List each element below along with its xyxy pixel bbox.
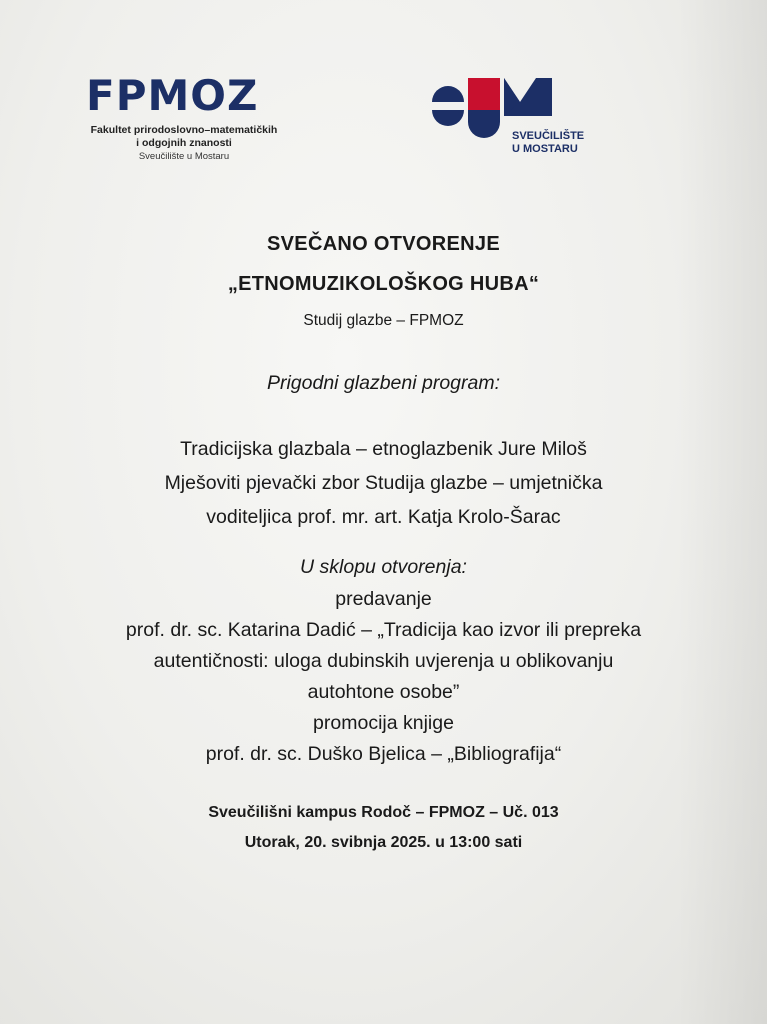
fpmoz-line-3: Sveučilište u Mostaru: [138, 151, 230, 162]
event-subtitle: Studij glazbe – FPMOZ: [303, 312, 464, 329]
opening-title: U sklopu otvorenja:: [300, 556, 467, 578]
sum-university-name: [512, 130, 584, 156]
fpmoz-line-2: i odgojnih znanosti: [136, 137, 232, 149]
opening-line-2: prof. dr. sc. Katarina Dadić – „Tradicija kao izvor ili prepreka: [125, 619, 642, 641]
opening-line-6: prof. dr. sc. Duško Bjelica – „Bibliografija“: [205, 743, 562, 765]
venue-datetime: Utorak, 20. svibnja 2025. u 13:00 sati: [244, 834, 523, 851]
sum-logo: [428, 72, 608, 162]
sum-line-1: SVEUČILIŠTE: [512, 130, 585, 142]
program-title: Prigodni glazbeni program:: [266, 372, 501, 394]
opening-line-3: autentičnosti: uloga dubinskih uvjerenja u oblikovanju: [153, 650, 614, 672]
program-line-3: voditeljica prof. mr. art. Katja Krolo-Šarac: [206, 506, 561, 528]
fpmoz-logo: [86, 71, 286, 163]
opening-lines: [0, 584, 767, 770]
program-line-2: Mješoviti pjevački zbor Studija glazbe – umjetnička: [164, 472, 603, 494]
venue-location: Sveučilišni kampus Rodoč – FPMOZ – Uč. 013: [208, 804, 559, 821]
event-title-line-2: „ETNOMUZIKOLOŠKOG HUBA“: [227, 273, 540, 295]
fpmoz-wordmark: FPMOZ: [86, 71, 259, 120]
opening-line-4: autohtone osobe”: [307, 681, 460, 703]
event-title-line-1: SVEČANO OTVORENJE: [267, 233, 500, 255]
fpmoz-line-1: Fakultet prirodoslovno–matematičkih: [90, 124, 278, 136]
opening-line-1: predavanje: [335, 588, 432, 610]
opening-line-5: promocija knjige: [313, 712, 454, 734]
fpmoz-faculty-name: [86, 124, 282, 163]
sum-line-2: U MOSTARU: [512, 143, 578, 155]
program-line-1: Tradicijska glazbala – etnoglazbenik Jure Miloš: [180, 438, 587, 460]
program-lines: [0, 432, 767, 534]
